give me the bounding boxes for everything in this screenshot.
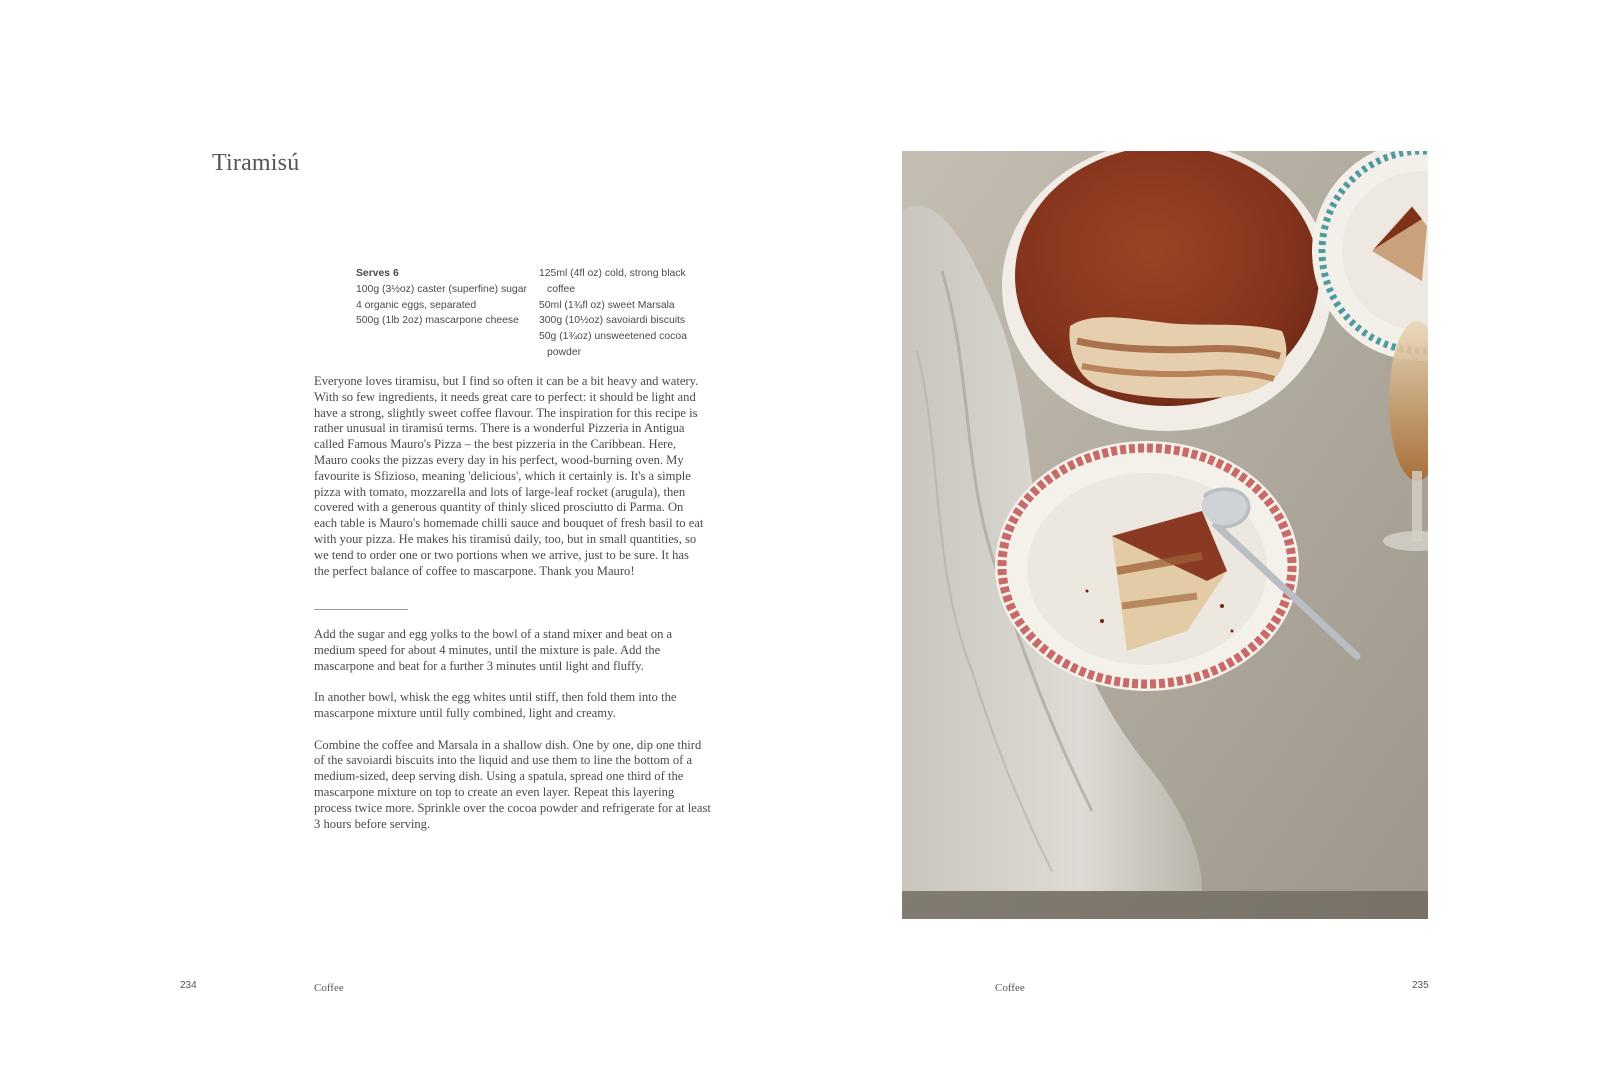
method-step: Combine the coffee and Marsala in a shallow dish. One by one, dip one third of the savoiardi biscuits into the liquid and use them to line the bottom of a medium-sized, deep serving dish. Using a spatula, spread one third of the mascarpone mixture on top to create an even layer. Repeat this layering process twice more. Sprinkle over the cocoa powder and refrigerate for at least 3 hours before serving. — [314, 737, 711, 831]
section-divider — [314, 609, 408, 610]
recipe-method — [314, 627, 714, 848]
section-label-right: Coffee — [995, 982, 1025, 994]
method-step: In another bowl, whisk the egg whites until stiff, then fold them into the mascarpone mixture until fully combined, light and creamy. — [314, 690, 677, 720]
tiramisu-photo-illustration — [902, 151, 1428, 919]
recipe-intro: Everyone loves tiramisu, but I find so often it can be a bit heavy and watery. With so few ingredients, it needs great care to perfect: it should be light and have a strong, slightly sweet coffee flavour. The inspiration for this recipe is rather unusual in tiramisú terms. There is a wonderful Pizzeria in Antigua called Famous Mauro's Pizza – the best pizzeria in the Caribbean. Here, Mauro cooks the pizzas every day in his perfect, wood-burning oven. My favourite is Sfizioso, meaning 'delicious', which it certainly is. It's a simple pizza with tomato, mozzarella and lots of large-leaf rocket (arugula), then covered with a generous quantity of thinly sliced prosciutto di Parma. On each table is Mauro's homemade chilli sauce and bouquet of fresh basil to eat with your pizza. He makes his tiramisú daily, too, but in small quantities, so we tend to order one or two portions when we arrive, just to be sure. It has the perfect balance of coffee to mascarpone. Thank you Mauro! — [314, 374, 704, 578]
page-number-right: 235 — [1412, 980, 1429, 991]
ingredient-item: 50g (1¾oz) unsweetened cocoa powder — [539, 331, 687, 358]
page-number-left: 234 — [180, 980, 197, 991]
ingredients-column-2 — [539, 266, 714, 361]
ingredient-item: 100g (3½oz) caster (superfine) sugar — [356, 283, 527, 295]
tiramisu-photo — [902, 151, 1428, 919]
ingredients-column-1 — [356, 266, 531, 329]
serves-label: Serves 6 — [356, 268, 399, 279]
ingredient-item: 300g (10½oz) savoiardi biscuits — [539, 315, 686, 327]
ingredient-item: 50ml (1¾fl oz) sweet Marsala — [539, 299, 675, 311]
recipe-title: Tiramisú — [212, 150, 300, 176]
ingredient-item: 125ml (4fl oz) cold, strong black coffee — [539, 268, 686, 295]
ingredient-item: 4 organic eggs, separated — [356, 299, 477, 311]
section-label-left: Coffee — [314, 982, 344, 994]
method-step: Add the sugar and egg yolks to the bowl of a stand mixer and beat on a medium speed for about 4 minutes, until the mixture is pale. Add the mascarpone and beat for a further 3 minutes until light and fluffy. — [314, 627, 673, 673]
right-page — [800, 0, 1600, 1067]
ingredient-item: 500g (1lb 2oz) mascarpone cheese — [356, 315, 519, 327]
